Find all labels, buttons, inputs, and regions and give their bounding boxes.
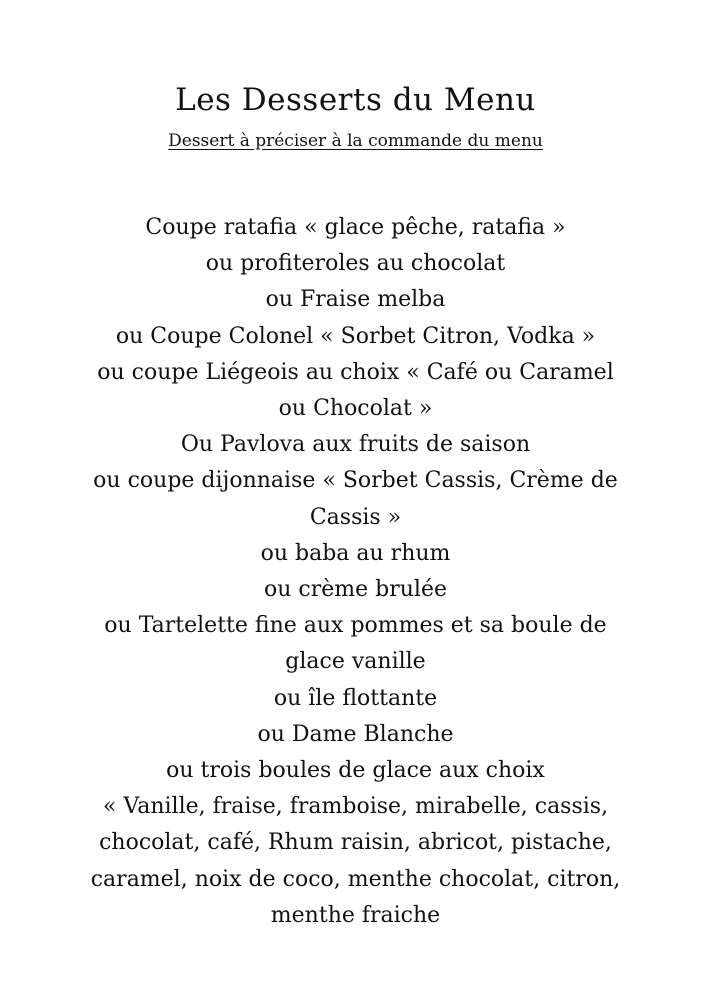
dessert-line: ou baba au rhum — [260, 540, 451, 566]
dessert-line: caramel, noix de coco, menthe chocolat, citron, — [90, 866, 621, 892]
dessert-line: ou Dame Blanche — [257, 721, 454, 747]
dessert-line: menthe fraiche — [270, 902, 441, 928]
dessert-line: Ou Pavlova aux fruits de saison — [180, 432, 531, 458]
dessert-line: Cassis » — [309, 504, 402, 530]
dessert-line: ou île flottante — [273, 685, 438, 711]
dessert-line: ou crème brulée — [264, 577, 447, 603]
page-title: Les Desserts du Menu — [175, 82, 536, 118]
page-subtitle — [0, 128, 711, 154]
dessert-line: ou coupe Liégeois au choix « Café ou Caramel — [97, 359, 614, 385]
dessert-line: ou coupe dijonnaise « Sorbet Cassis, Crème de — [93, 468, 618, 494]
dessert-line: ou profiteroles au chocolat — [205, 251, 506, 277]
dessert-line: chocolat, café, Rhum raisin, abricot, pistache, — [99, 830, 612, 856]
dessert-line: ou Fraise melba — [265, 287, 446, 313]
subtitle-text: Dessert à préciser à la commande du menu — [168, 131, 543, 151]
dessert-line: ou Tartelette fine aux pommes et sa boule de — [104, 613, 607, 639]
dessert-list — [40, 210, 671, 934]
dessert-line: « Vanille, fraise, framboise, mirabelle, cassis, — [102, 794, 609, 820]
dessert-line: ou trois boules de glace aux choix — [166, 758, 545, 784]
dessert-line: glace vanille — [285, 649, 426, 675]
dessert-line: Coupe ratafia « glace pêche, ratafia » — [145, 215, 566, 240]
dessert-line: ou Chocolat » — [278, 396, 433, 422]
dessert-line: ou Coupe Colonel « Sorbet Citron, Vodka » — [115, 323, 596, 349]
